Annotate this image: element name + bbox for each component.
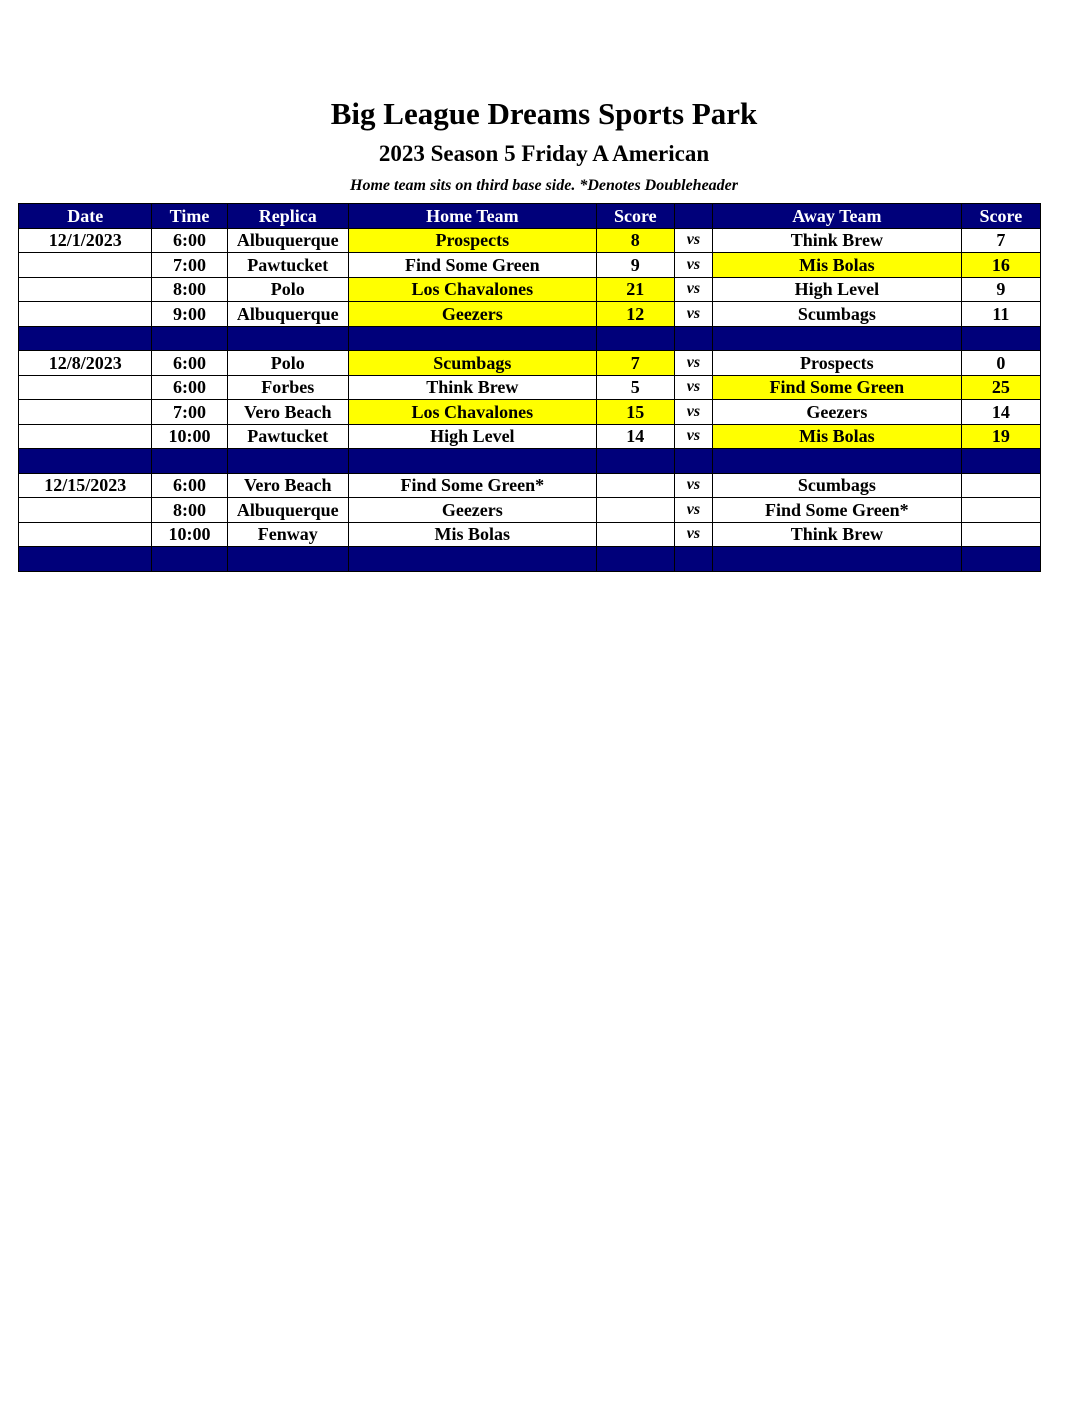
column-header-home-team: Home Team	[348, 204, 596, 229]
away-score-cell: 0	[961, 351, 1040, 376]
table-row	[19, 498, 1041, 523]
away-team-cell: Geezers	[713, 400, 962, 425]
away-team-cell: Find Some Green	[713, 375, 962, 400]
separator-cell	[674, 547, 712, 572]
away-score-cell: 7	[961, 228, 1040, 253]
separator-cell	[348, 449, 596, 474]
schedule-note: Home team sits on third base side. *Denotes Doubleheader	[350, 177, 738, 194]
table-row	[19, 302, 1041, 327]
replica-cell: Pawtucket	[227, 253, 348, 278]
home-score-cell: 15	[596, 400, 674, 425]
vs-cell: vs	[674, 253, 712, 278]
home-team-cell: High Level	[348, 424, 596, 449]
schedule-table	[18, 203, 1041, 572]
schedule-subtitle: 2023 Season 5 Friday A American	[378, 141, 710, 166]
table-row	[19, 228, 1041, 253]
table-header-row	[19, 204, 1041, 229]
replica-cell: Pawtucket	[227, 424, 348, 449]
schedule-body	[19, 228, 1041, 571]
table-row	[19, 400, 1041, 425]
home-score-cell	[596, 498, 674, 523]
vs-cell: vs	[674, 424, 712, 449]
replica-cell: Albuquerque	[227, 228, 348, 253]
separator-cell	[227, 326, 348, 351]
table-row	[19, 424, 1041, 449]
date-cell	[19, 302, 152, 327]
replica-cell: Polo	[227, 277, 348, 302]
column-header-away-team: Away Team	[713, 204, 962, 229]
away-score-cell: 16	[961, 253, 1040, 278]
away-team-cell: Think Brew	[713, 228, 962, 253]
replica-cell: Polo	[227, 351, 348, 376]
separator-cell	[713, 547, 962, 572]
away-score-cell: 9	[961, 277, 1040, 302]
separator-cell	[961, 449, 1040, 474]
vs-cell: vs	[674, 498, 712, 523]
separator-cell	[19, 547, 152, 572]
vs-cell: vs	[674, 228, 712, 253]
table-row	[19, 351, 1041, 376]
away-team-cell: Mis Bolas	[713, 424, 962, 449]
vs-cell: vs	[674, 522, 712, 547]
separator-cell	[227, 547, 348, 572]
away-team-cell: Prospects	[713, 351, 962, 376]
replica-cell: Vero Beach	[227, 400, 348, 425]
replica-cell: Fenway	[227, 522, 348, 547]
away-score-cell	[961, 522, 1040, 547]
away-team-cell: Mis Bolas	[713, 253, 962, 278]
separator-cell	[713, 326, 962, 351]
date-cell	[19, 424, 152, 449]
date-cell	[19, 375, 152, 400]
replica-cell: Albuquerque	[227, 498, 348, 523]
separator-cell	[227, 449, 348, 474]
home-team-cell: Think Brew	[348, 375, 596, 400]
column-header-home-score: Score	[596, 204, 674, 229]
home-team-cell: Los Chavalones	[348, 400, 596, 425]
home-score-cell: 12	[596, 302, 674, 327]
replica-cell: Albuquerque	[227, 302, 348, 327]
time-cell: 7:00	[152, 400, 227, 425]
separator-cell	[713, 449, 962, 474]
vs-cell: vs	[674, 277, 712, 302]
away-team-cell: Think Brew	[713, 522, 962, 547]
separator-cell	[596, 326, 674, 351]
time-cell: 8:00	[152, 277, 227, 302]
date-cell	[19, 498, 152, 523]
time-cell: 9:00	[152, 302, 227, 327]
time-cell: 6:00	[152, 375, 227, 400]
home-team-cell: Scumbags	[348, 351, 596, 376]
date-cell: 12/8/2023	[19, 351, 152, 376]
date-cell	[19, 522, 152, 547]
home-team-cell: Geezers	[348, 498, 596, 523]
column-header-date: Date	[19, 204, 152, 229]
away-team-cell: Scumbags	[713, 473, 962, 498]
page-title: Big League Dreams Sports Park	[330, 96, 758, 131]
table-row	[19, 277, 1041, 302]
column-header-vs	[674, 204, 712, 229]
table-row	[19, 522, 1041, 547]
vs-cell: vs	[674, 473, 712, 498]
home-team-cell: Geezers	[348, 302, 596, 327]
separator-cell	[152, 449, 227, 474]
home-score-cell: 8	[596, 228, 674, 253]
home-score-cell	[596, 473, 674, 498]
time-cell: 10:00	[152, 424, 227, 449]
replica-cell: Vero Beach	[227, 473, 348, 498]
away-team-cell: Scumbags	[713, 302, 962, 327]
vs-cell: vs	[674, 375, 712, 400]
time-cell: 6:00	[152, 351, 227, 376]
separator-cell	[348, 326, 596, 351]
time-cell: 8:00	[152, 498, 227, 523]
away-score-cell: 14	[961, 400, 1040, 425]
separator-cell	[19, 326, 152, 351]
vs-cell: vs	[674, 351, 712, 376]
separator-cell	[19, 449, 152, 474]
home-team-cell: Los Chavalones	[348, 277, 596, 302]
date-cell: 12/1/2023	[19, 228, 152, 253]
separator-cell	[596, 547, 674, 572]
home-score-cell: 14	[596, 424, 674, 449]
vs-cell: vs	[674, 400, 712, 425]
date-cell	[19, 253, 152, 278]
table-row	[19, 375, 1041, 400]
date-cell	[19, 277, 152, 302]
separator-cell	[674, 326, 712, 351]
time-cell: 7:00	[152, 253, 227, 278]
home-score-cell: 21	[596, 277, 674, 302]
separator-cell	[152, 547, 227, 572]
date-cell	[19, 400, 152, 425]
time-cell: 10:00	[152, 522, 227, 547]
away-team-cell: High Level	[713, 277, 962, 302]
away-score-cell: 19	[961, 424, 1040, 449]
home-score-cell: 9	[596, 253, 674, 278]
home-team-cell: Prospects	[348, 228, 596, 253]
separator-cell	[152, 326, 227, 351]
away-team-cell: Find Some Green*	[713, 498, 962, 523]
vs-cell: vs	[674, 302, 712, 327]
separator-cell	[348, 547, 596, 572]
away-score-cell	[961, 498, 1040, 523]
separator-cell	[961, 326, 1040, 351]
home-score-cell: 5	[596, 375, 674, 400]
table-row	[19, 253, 1041, 278]
home-team-cell: Find Some Green*	[348, 473, 596, 498]
time-cell: 6:00	[152, 228, 227, 253]
away-score-cell	[961, 473, 1040, 498]
away-score-cell: 11	[961, 302, 1040, 327]
home-team-cell: Find Some Green	[348, 253, 596, 278]
separator-row	[19, 449, 1041, 474]
separator-cell	[674, 449, 712, 474]
home-score-cell: 7	[596, 351, 674, 376]
separator-cell	[961, 547, 1040, 572]
column-header-time: Time	[152, 204, 227, 229]
separator-cell	[596, 449, 674, 474]
home-score-cell	[596, 522, 674, 547]
table-row	[19, 473, 1041, 498]
replica-cell: Forbes	[227, 375, 348, 400]
date-cell: 12/15/2023	[19, 473, 152, 498]
separator-row	[19, 326, 1041, 351]
away-score-cell: 25	[961, 375, 1040, 400]
time-cell: 6:00	[152, 473, 227, 498]
home-team-cell: Mis Bolas	[348, 522, 596, 547]
column-header-away-score: Score	[961, 204, 1040, 229]
column-header-replica: Replica	[227, 204, 348, 229]
separator-row	[19, 547, 1041, 572]
